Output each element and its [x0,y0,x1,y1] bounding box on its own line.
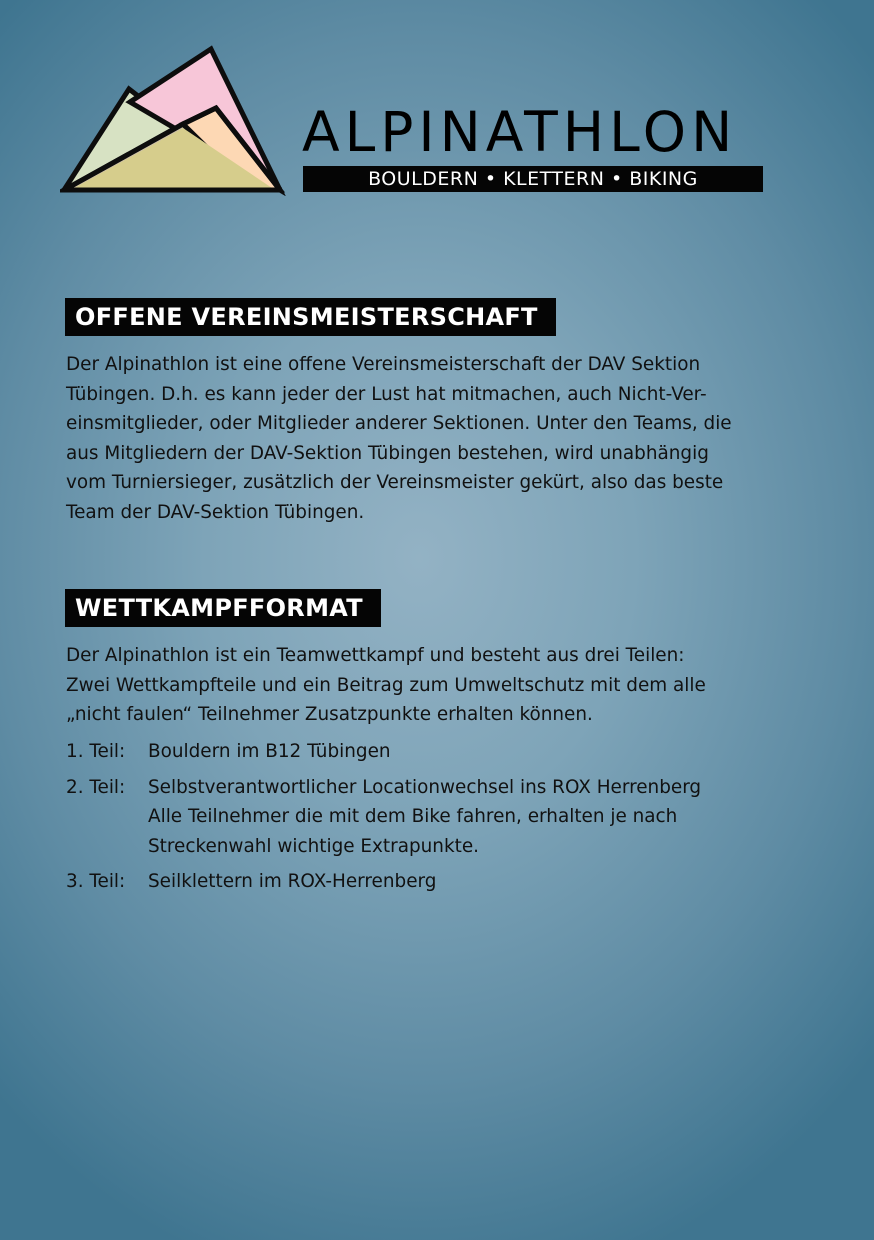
part-description [148,737,786,767]
part-label: 2. Teil: [66,776,126,798]
paragraph-line: einsmitglieder, oder Mitglieder anderer Sektionen. Unter den Teams, die [66,413,732,434]
part-description [148,867,786,897]
paragraph-line: Der Alpinathlon ist ein Teamwettkampf und besteht aus drei Teilen: [66,645,685,666]
brand-title: ALPINATHLON [302,100,738,164]
brand-tagline: BOULDERN • KLETTERN • BIKING [303,166,763,192]
part-line: Bouldern im B12 Tübingen [148,741,391,762]
part-item [66,867,786,897]
part-description [148,773,786,862]
paragraph-line: Tübingen. D.h. es kann jeder der Lust hat mitmachen, auch Nicht-Ver- [66,383,707,405]
part-item [66,737,786,767]
section-heading-wettkampfformat: WETTKAMPFFORMAT [65,589,381,627]
paragraph-line: „nicht faulen“ Teilnehmer Zusatzpunkte erhalten können. [66,704,593,725]
part-label: 3. Teil: [66,871,126,892]
paragraph-line: Team der DAV-Sektion Tübingen. [66,501,365,523]
wettkampfformat-paragraph [66,641,786,730]
competition-parts-list [66,737,786,903]
part-line: Selbstverantwortlicher Locationwechsel ins ROX Herrenberg [148,776,702,798]
section-heading-vereinsmeisterschaft: OFFENE VEREINSMEISTERSCHAFT [65,298,556,336]
paragraph-line: vom Turniersieger, zusätzlich der Vereinsmeister gekürt, also das beste [66,472,724,493]
part-line: Streckenwahl wichtige Extrapunkte. [148,835,479,857]
part-label: 1. Teil: [66,741,126,762]
part-line: Seilklettern im ROX-Herrenberg [148,871,437,892]
mountain-logo [60,44,290,196]
vereinsmeisterschaft-paragraph [66,350,786,527]
part-item [66,773,786,862]
paragraph-line: Der Alpinathlon ist eine offene Vereinsmeisterschaft der DAV Sektion [66,354,701,375]
paragraph-line: aus Mitgliedern der DAV-Sektion Tübingen bestehen, wird unabhängig [66,442,709,464]
part-line: Alle Teilnehmer die mit dem Bike fahren, erhalten je nach [148,806,678,827]
paragraph-line: Zwei Wettkampfteile und ein Beitrag zum Umweltschutz mit dem alle [66,674,706,696]
